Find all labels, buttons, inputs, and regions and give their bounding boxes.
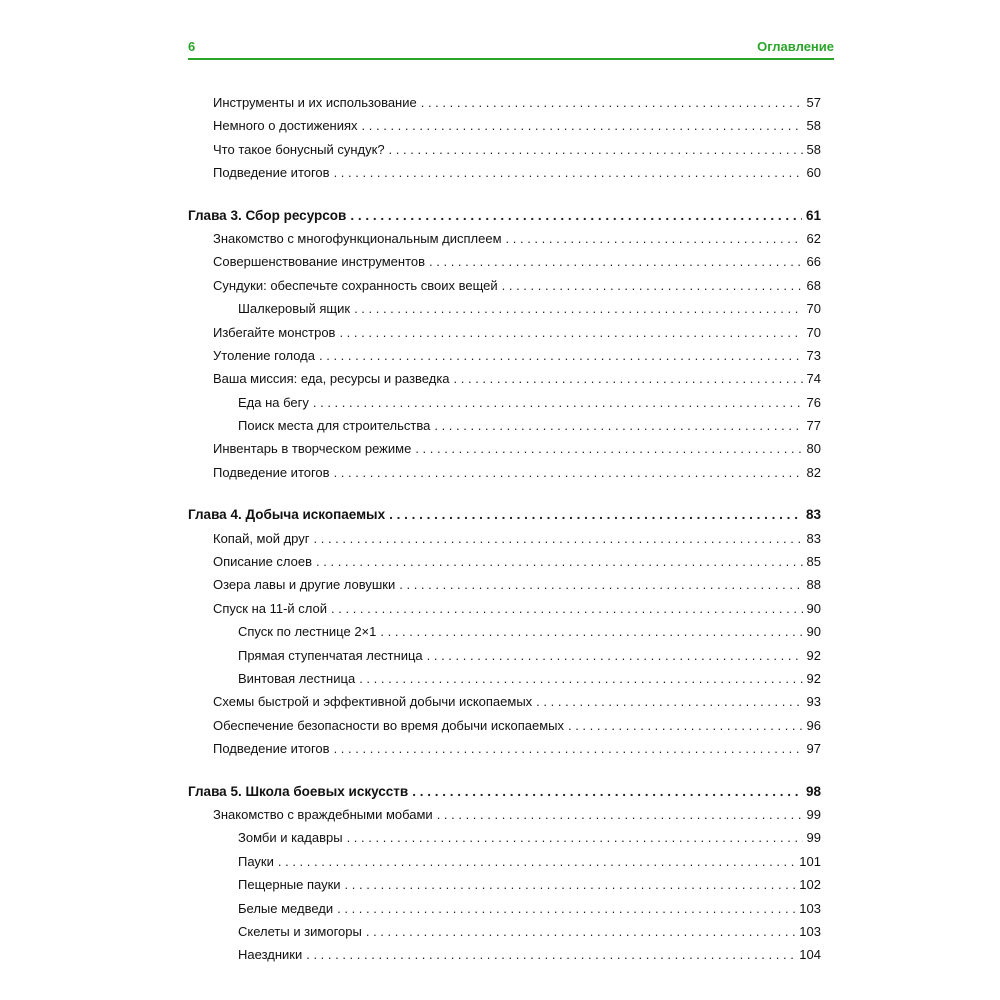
toc-subentry[interactable] (188, 873, 821, 896)
toc-section (188, 91, 821, 185)
toc-entry-page: 70 (806, 301, 821, 317)
page-number: 6 (188, 39, 196, 54)
toc-entry-title: Винтовая лестница (238, 670, 356, 686)
toc-entry[interactable] (188, 321, 821, 344)
toc-entry-page: 61 (805, 207, 821, 223)
toc-entry-page: 83 (805, 507, 821, 523)
dot-leader (313, 391, 803, 414)
dot-leader (502, 274, 803, 297)
toc-subentry[interactable] (188, 897, 821, 920)
toc-entry-title: Подведение итогов (213, 464, 330, 480)
toc-entry-page: 103 (799, 900, 821, 916)
toc-entry[interactable] (188, 527, 821, 550)
toc-entry-page: 57 (806, 95, 821, 110)
toc-entry-title: Поиск места для строительства (238, 418, 431, 434)
toc-entry[interactable] (188, 274, 821, 297)
dot-leader (359, 667, 802, 690)
toc-entry[interactable] (188, 550, 821, 573)
toc-section (188, 503, 821, 760)
toc-entry[interactable] (188, 227, 821, 250)
dot-leader (350, 204, 802, 227)
dot-leader (399, 573, 802, 596)
page-header (188, 38, 834, 60)
toc-entry[interactable] (188, 714, 821, 737)
toc-subentry[interactable] (188, 414, 821, 437)
toc-entry-page: 58 (806, 118, 821, 134)
toc-entry[interactable] (188, 367, 821, 390)
toc-entry-page: 90 (806, 600, 821, 616)
toc-entry-page: 99 (806, 830, 821, 846)
toc-entry[interactable] (188, 737, 821, 760)
toc-entry-title: Схемы быстрой и эффективной добычи ископаемых (213, 694, 533, 710)
toc-entry-title: Наездники (238, 947, 303, 963)
dot-leader (536, 690, 802, 713)
toc-entry-title: Пауки (238, 853, 274, 869)
dot-leader (362, 114, 803, 137)
toc-entry-page: 96 (806, 717, 821, 733)
dot-leader (334, 461, 803, 484)
toc-subentry[interactable] (188, 620, 821, 643)
toc-entry-title: Подведение итогов (213, 741, 330, 757)
dot-leader (306, 943, 795, 966)
toc-entry-page: 77 (806, 418, 821, 434)
dot-leader (334, 161, 803, 184)
toc-subentry[interactable] (188, 920, 821, 943)
toc-entry-title: Инструменты и их использование (213, 95, 417, 110)
toc-entry-page: 58 (806, 141, 821, 157)
toc-entry-page: 98 (805, 783, 821, 799)
toc-entry-page: 82 (806, 464, 821, 480)
toc-entry-title: Инвентарь в творческом режиме (213, 441, 412, 457)
dot-leader (434, 414, 802, 437)
toc-subentry[interactable] (188, 943, 821, 966)
toc-entry-title: Зомби и кадавры (238, 830, 343, 846)
toc-entry-page: 66 (806, 254, 821, 270)
toc-entry[interactable] (188, 690, 821, 713)
toc-entry-page: 97 (806, 741, 821, 757)
toc-entry-title: Утоление голода (213, 347, 316, 363)
toc-entry-title: Знакомство с враждебными мобами (213, 806, 433, 822)
toc-entry-page: 73 (806, 347, 821, 363)
toc-entry-page: 62 (806, 230, 821, 246)
toc-entry[interactable] (188, 344, 821, 367)
toc-entry-title: Белые медведи (238, 900, 334, 916)
toc-entry[interactable] (188, 91, 821, 114)
toc-entry-title: Глава 3. Сбор ресурсов (188, 207, 347, 223)
toc-entry-page: 102 (799, 877, 821, 893)
toc-entry-page: 70 (806, 324, 821, 340)
dot-leader (454, 367, 803, 390)
toc-subentry[interactable] (188, 667, 821, 690)
dot-leader (278, 850, 795, 873)
toc-entry-page: 92 (806, 647, 821, 663)
table-of-contents (188, 91, 821, 967)
toc-entry-page: 92 (806, 670, 821, 686)
toc-entry-title: Копай, мой друг (213, 530, 310, 546)
dot-leader (415, 437, 802, 460)
toc-entry-page: 104 (799, 947, 821, 963)
toc-entry-title: Избегайте монстров (213, 324, 336, 340)
toc-entry[interactable] (188, 138, 821, 161)
toc-entry[interactable] (188, 114, 821, 137)
dot-leader (331, 597, 803, 620)
toc-entry-title: Спуск на 11-й слой (213, 600, 328, 616)
dot-leader (347, 826, 803, 849)
toc-subentry[interactable] (188, 391, 821, 414)
dot-leader (334, 737, 803, 760)
toc-entry-title: Глава 5. Школа боевых искусств (188, 783, 409, 799)
toc-entry-page: 80 (806, 441, 821, 457)
dot-leader (316, 550, 803, 573)
toc-entry-title: Прямая ступенчатая лестница (238, 647, 423, 663)
toc-entry-title: Глава 4. Добыча ископаемых (188, 507, 386, 523)
toc-entry-title: Ваша миссия: еда, ресурсы и разведка (213, 371, 450, 387)
toc-entry-title: Обеспечение безопасности во время добычи ископаемых (213, 717, 564, 733)
toc-entry-title: Спуск по лестнице 2×1 (238, 624, 377, 640)
toc-entry-title: Скелеты и зимогоры (238, 923, 362, 939)
toc-entry[interactable] (188, 803, 821, 826)
toc-entry-title: Что такое бонусный сундук? (213, 141, 385, 157)
dot-leader (314, 527, 803, 550)
toc-entry-page: 101 (799, 853, 821, 869)
dot-leader (366, 920, 795, 943)
toc-entry[interactable] (188, 597, 821, 620)
toc-subentry[interactable] (188, 826, 821, 849)
dot-leader (568, 714, 803, 737)
toc-chapter-entry[interactable] (188, 503, 821, 526)
dot-leader (437, 803, 803, 826)
toc-subentry[interactable] (188, 850, 821, 873)
dot-leader (345, 873, 796, 896)
toc-entry-page: 60 (806, 165, 821, 181)
toc-section (188, 204, 821, 485)
toc-entry-title: Подведение итогов (213, 165, 330, 181)
toc-entry-title: Совершенствование инструментов (213, 254, 426, 270)
dot-leader (354, 297, 802, 320)
dot-leader (339, 321, 802, 344)
toc-entry-page: 85 (806, 554, 821, 570)
toc-entry-page: 99 (806, 806, 821, 822)
toc-entry-page: 90 (806, 624, 821, 640)
toc-entry-page: 74 (806, 371, 821, 387)
toc-entry-page: 93 (806, 694, 821, 710)
toc-entry-page: 88 (806, 577, 821, 593)
dot-leader (389, 503, 802, 526)
dot-leader (380, 620, 802, 643)
toc-entry-title: Сундуки: обеспечьте сохранность своих вещей (213, 277, 498, 293)
toc-entry[interactable] (188, 573, 821, 596)
toc-entry-title: Немного о достижениях (213, 118, 358, 134)
dot-leader (319, 344, 803, 367)
toc-entry[interactable] (188, 461, 821, 484)
toc-chapter-entry[interactable] (188, 780, 821, 803)
dot-leader (421, 91, 803, 114)
toc-chapter-entry[interactable] (188, 204, 821, 227)
toc-entry-page: 76 (806, 394, 821, 410)
toc-entry-page: 83 (806, 530, 821, 546)
toc-entry-title: Шалкеровый ящик (238, 301, 351, 317)
dot-leader (429, 250, 803, 273)
dot-leader (337, 897, 795, 920)
toc-entry-title: Описание слоев (213, 554, 313, 570)
toc-entry-title: Знакомство с многофункциональным дисплеем (213, 230, 502, 246)
toc-entry-page: 103 (799, 923, 821, 939)
toc-subentry[interactable] (188, 644, 821, 667)
toc-subentry[interactable] (188, 297, 821, 320)
toc-entry-title: Озера лавы и другие ловушки (213, 577, 396, 593)
toc-entry-title: Пещерные пауки (238, 877, 341, 893)
dot-leader (506, 227, 803, 250)
dot-leader (412, 780, 802, 803)
toc-section (188, 780, 821, 967)
toc-entry-title: Еда на бегу (238, 394, 309, 410)
dot-leader (389, 138, 803, 161)
toc-entry-page: 68 (806, 277, 821, 293)
dot-leader (427, 644, 803, 667)
running-title: Оглавление (757, 39, 834, 54)
toc-entry[interactable] (188, 437, 821, 460)
toc-entry[interactable] (188, 250, 821, 273)
toc-entry[interactable] (188, 161, 821, 184)
